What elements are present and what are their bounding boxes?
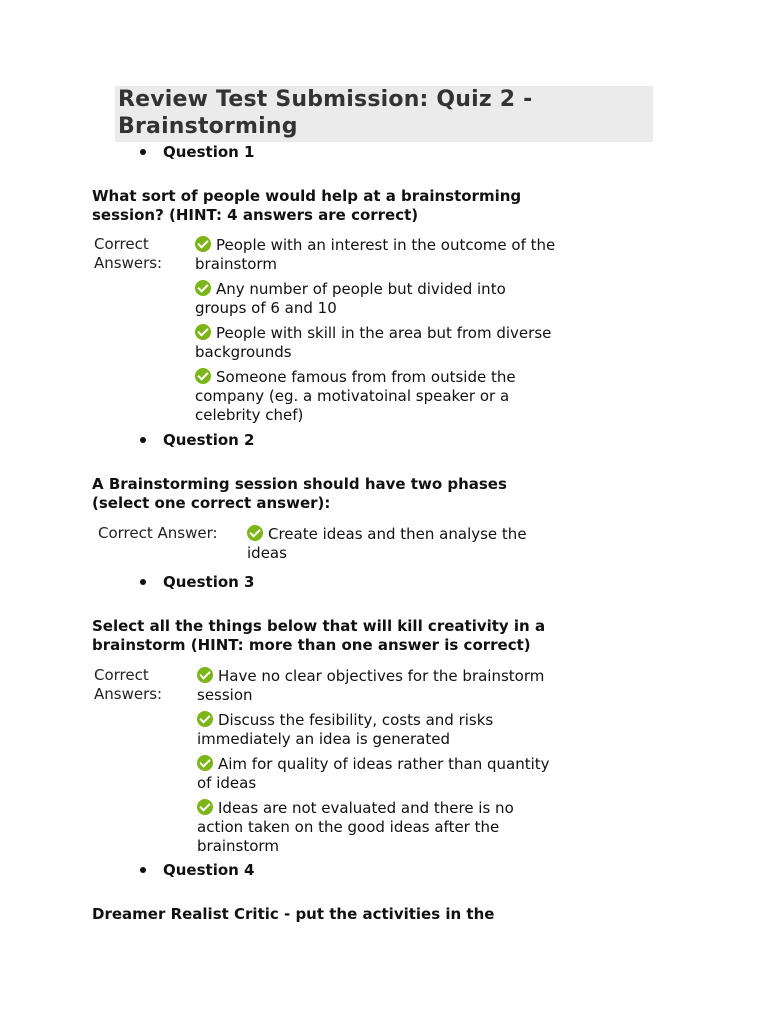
check-circle-icon [195, 236, 211, 252]
check-circle-icon [197, 755, 213, 771]
answer-item: Aim for quality of ideas rather than quantity of ideas [197, 755, 550, 792]
answer-item: Have no clear objectives for the brainstorm session [197, 667, 545, 704]
check-circle-icon [195, 324, 211, 340]
bullet-icon [140, 579, 146, 585]
answer-item: Create ideas and then analyse the ideas [247, 525, 527, 562]
question-prompt: Dreamer Realist Critic - put the activities in the [92, 905, 495, 923]
correct-answers-label: Correct Answers: [94, 666, 163, 703]
check-circle-icon [197, 799, 213, 815]
page-title: Review Test Submission: Quiz 2 - Brainstorming [118, 87, 533, 139]
answer-item: Ideas are not evaluated and there is no action taken on the good ideas after the brainstorm [197, 799, 514, 855]
check-circle-icon [195, 368, 211, 384]
check-circle-icon [197, 711, 213, 727]
answer-item: People with an interest in the outcome of the brainstorm [195, 236, 556, 273]
correct-answers-label: Correct Answers: [94, 235, 163, 272]
bullet-icon [140, 867, 146, 873]
question-prompt: Select all the things below that will kill creativity in a brainstorm (HINT: more than one answer is correct) [92, 617, 546, 654]
check-circle-icon [195, 280, 211, 296]
check-circle-icon [197, 667, 213, 683]
question-prompt: A Brainstorming session should have two phases (select one correct answer): [92, 475, 507, 512]
bullet-icon [140, 437, 146, 443]
correct-answer-label: Correct Answer: [98, 524, 218, 542]
answer-item: Discuss the fesibility, costs and risks immediately an idea is generated [197, 711, 494, 748]
check-circle-icon [247, 525, 263, 541]
answer-item: Someone famous from from outside the company (eg. a motivatoinal speaker or a celebrity chef) [195, 368, 516, 424]
answer-item: Any number of people but divided into groups of 6 and 10 [195, 280, 506, 317]
answer-item: People with skill in the area but from diverse backgrounds [195, 324, 552, 361]
question-prompt: What sort of people would help at a brainstorming session? (HINT: 4 answers are correct) [92, 187, 522, 224]
quiz-review-page: Review Test Submission: Quiz 2 - Brainstorming Question 1 What sort of people would help at a brainstorming session? (HINT: 4 answers are correct) Correct Answers: People with an interest in the outcome of the brainstorm Any number of people but divided into groups of 6 and 10 People with skill in the area but from diverse backgrounds Someone famous from from outside the company (eg. a motivatoinal speaker or a celebrity chef) Question 2 A Brainstorming session should have two phases (select one correct answer): Correct Answer: Create ideas and then analyse the ideas Question 3 Select all the things below that will kill creativity in a brainstorm (HINT: more than one answer is correct) Correct Answers: Have no clear objectives for the brainstorm session Discuss the fesibility, costs and risks immediately an idea is generated Aim for quality of ideas rather than quantity of ideas Ideas are not evaluated and there is no action taken on the good ideas after the brainstorm Question 4 Dreamer Realist Critic - put the activities in the [0, 0, 768, 1024]
bullet-icon [140, 149, 146, 155]
page-title-banner [115, 86, 653, 142]
